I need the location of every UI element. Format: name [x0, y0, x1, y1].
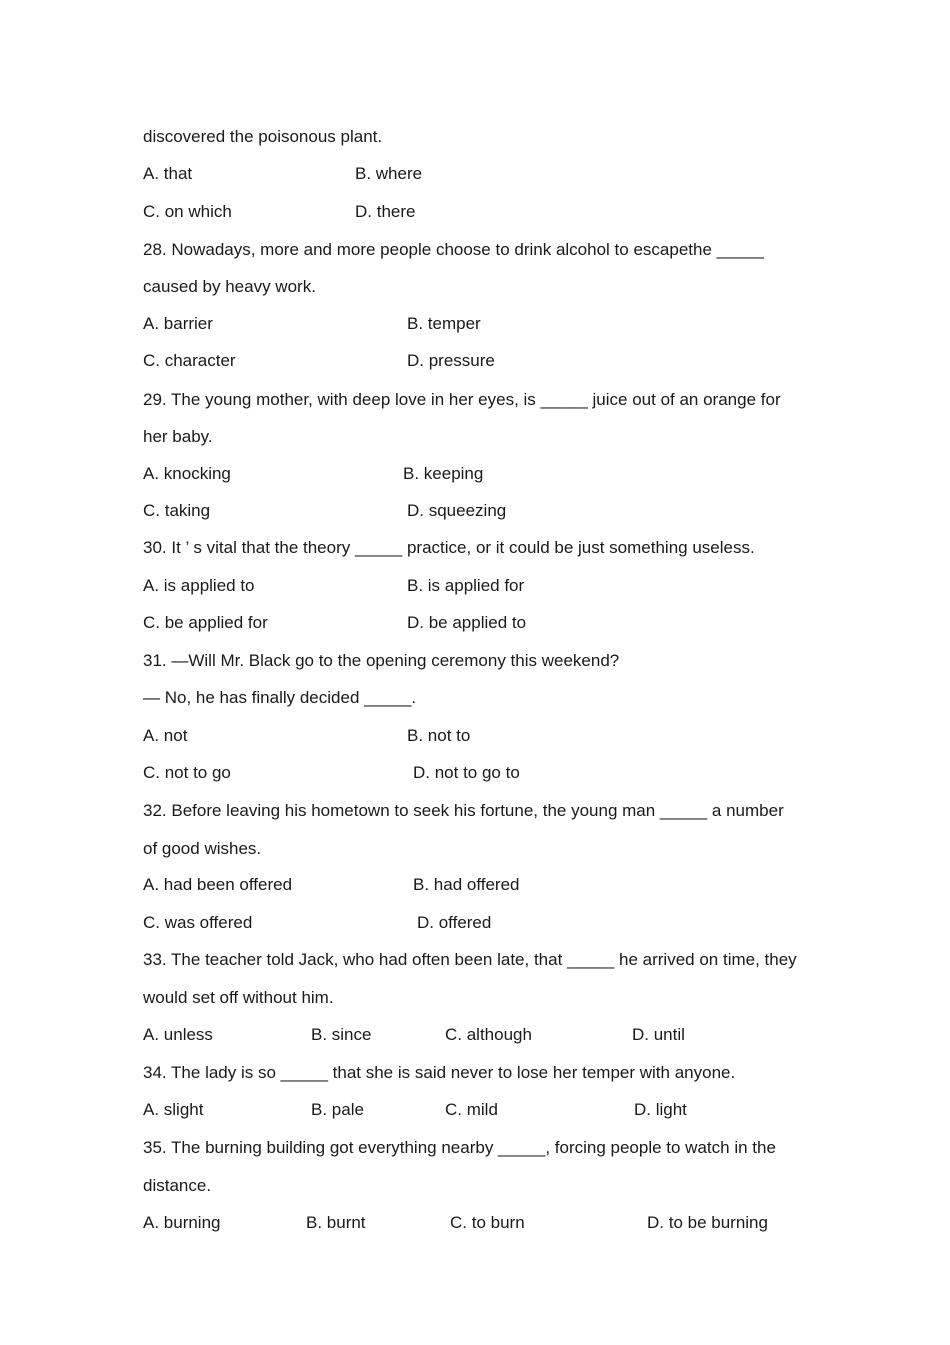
- option-b: B. pale: [311, 1100, 364, 1119]
- option-c: C. taking: [143, 501, 211, 520]
- option-c: C. although: [445, 1025, 532, 1044]
- question-35-text-line: 35. The burning building got everything nearby _____, forcing people to watch in the: [143, 1138, 776, 1157]
- question-31-text-line: 31. —Will Mr. Black go to the opening ceremony this weekend?: [143, 651, 620, 670]
- option-d: D. light: [634, 1100, 687, 1119]
- question-32-text-line: of good wishes.: [143, 839, 262, 858]
- question-34-text-line: 34. The lady is so _____ that she is said never to lose her temper with anyone.: [143, 1063, 736, 1082]
- option-b: B. is applied for: [407, 576, 525, 595]
- option-c: C. to burn: [450, 1213, 525, 1232]
- option-a: A. knocking: [143, 464, 231, 483]
- option-b: B. not to: [407, 726, 471, 745]
- option-b: B. burnt: [306, 1213, 366, 1232]
- option-a: A. burning: [143, 1213, 221, 1232]
- option-b: B. where: [355, 164, 423, 183]
- question-28-text-line: 28. Nowadays, more and more people choose to drink alcohol to escapethe _____: [143, 240, 764, 259]
- option-c: C. be applied for: [143, 613, 268, 632]
- question-32-text-line: 32. Before leaving his hometown to seek his fortune, the young man _____ a number: [143, 801, 784, 820]
- option-b: B. temper: [407, 314, 481, 333]
- option-d: D. be applied to: [407, 613, 527, 632]
- question-33-text-line: 33. The teacher told Jack, who had often been late, that _____ he arrived on time, they: [143, 950, 797, 969]
- option-c: C. not to go: [143, 763, 231, 782]
- option-d: D. until: [632, 1025, 685, 1044]
- option-d: D. pressure: [407, 351, 495, 370]
- option-a: A. slight: [143, 1100, 204, 1119]
- question-30-text-line: 30. It ’ s vital that the theory _____ practice, or it could be just something useless.: [143, 538, 755, 557]
- option-d: D. there: [355, 202, 416, 221]
- option-c: C. on which: [143, 202, 232, 221]
- option-d: D. to be burning: [647, 1213, 768, 1232]
- question-33-text-line: would set off without him.: [143, 988, 334, 1007]
- option-c: C. mild: [445, 1100, 498, 1119]
- question-29-text-line: her baby.: [143, 427, 213, 446]
- question-28-text-line: caused by heavy work.: [143, 277, 316, 296]
- option-a: A. had been offered: [143, 875, 293, 894]
- question-35-text-line: distance.: [143, 1176, 212, 1195]
- question-27-text-line: discovered the poisonous plant.: [143, 127, 383, 146]
- option-a: A. unless: [143, 1025, 213, 1044]
- option-c: C. character: [143, 351, 236, 370]
- option-d: D. not to go to: [413, 763, 520, 782]
- question-29-text-line: 29. The young mother, with deep love in her eyes, is _____ juice out of an orange for: [143, 390, 781, 409]
- option-a: A. barrier: [143, 314, 213, 333]
- question-31-text-line: — No, he has finally decided _____.: [143, 688, 417, 707]
- option-d: D. squeezing: [407, 501, 507, 520]
- option-b: B. since: [311, 1025, 372, 1044]
- option-a: A. not: [143, 726, 188, 745]
- option-a: A. is applied to: [143, 576, 255, 595]
- option-b: B. keeping: [403, 464, 484, 483]
- option-d: D. offered: [417, 913, 492, 932]
- option-b: B. had offered: [413, 875, 520, 894]
- option-a: A. that: [143, 164, 193, 183]
- option-c: C. was offered: [143, 913, 253, 932]
